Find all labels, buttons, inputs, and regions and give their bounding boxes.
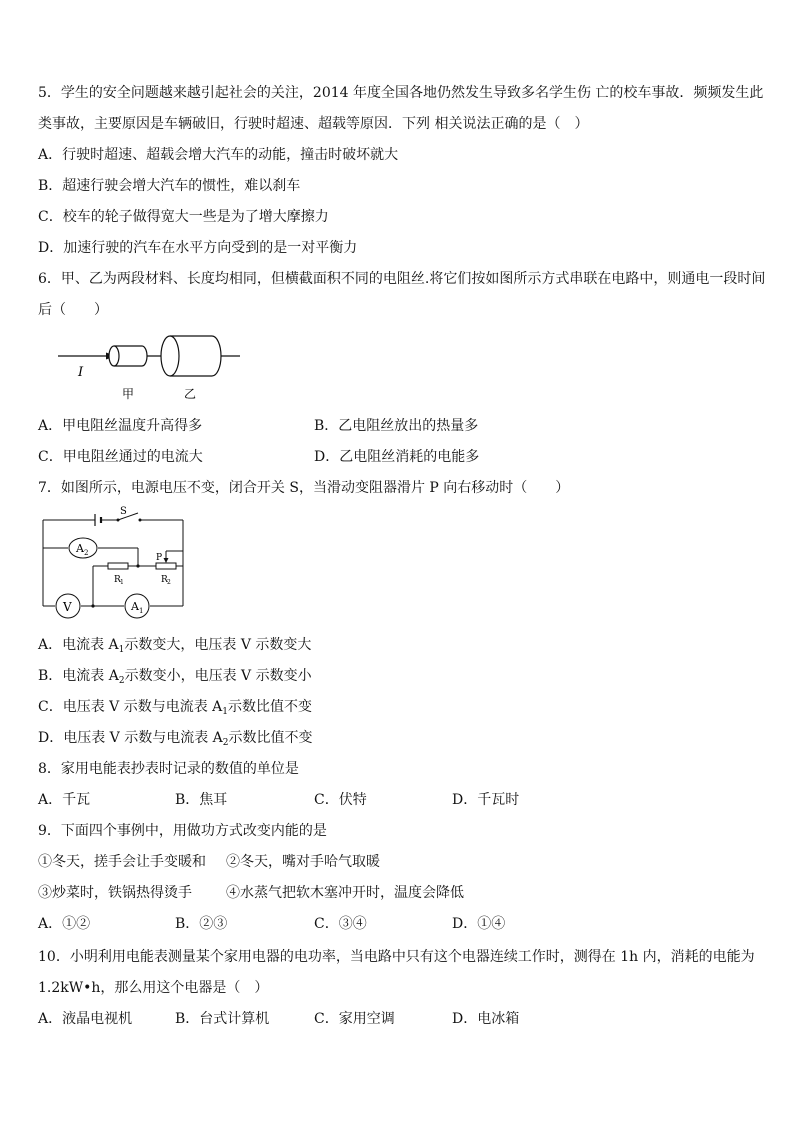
q9-item-1: ①冬天，搓手会让手变暖和 <box>38 854 206 870</box>
q10-option-c: C．家用空调 <box>314 1011 395 1027</box>
ammeter-a2-label: A <box>76 542 84 555</box>
resistance-wire-figure <box>50 330 250 402</box>
q9-option-b: B．②③ <box>175 916 228 932</box>
q10-stem-line2: 1.2kW•h，那么用这个电器是（ ） <box>38 980 269 996</box>
q8-option-d: D．千瓦时 <box>452 792 520 808</box>
q9-item-3: ③炒菜时，铁锅热得烫手 <box>38 885 192 901</box>
q10-stem-line1: 10．小明利用电能表测量某个家用电器的电功率，当电路中只有这个电器连续工作时，测得在 1h 内，消耗的电能为 <box>38 949 755 965</box>
switch-label: S <box>120 506 127 517</box>
q8-stem: 8．家用电能表抄表时记录的数值的单位是 <box>38 761 299 777</box>
q9-option-a: A．①② <box>38 916 91 932</box>
q9-option-d: D．①④ <box>452 916 506 932</box>
q5-option-a: A．行驶时超速、超载会增大汽车的动能，撞击时破坏就大 <box>38 147 399 163</box>
label-yi: 乙 <box>184 387 197 401</box>
q7-stem: 7．如图所示，电源电压不变，闭合开关 S，当滑动变阻器滑片 P 向右移动时（ ） <box>38 480 570 496</box>
q5-option-d: D．加速行驶的汽车在水平方向受到的是一对平衡力 <box>38 240 358 256</box>
q6-option-a: A．甲电阻丝温度升高得多 <box>38 418 203 434</box>
q10-option-d: D．电冰箱 <box>452 1011 520 1027</box>
q5-option-c: C．校车的轮子做得宽大一些是为了增大摩擦力 <box>38 209 329 225</box>
voltmeter-label: V <box>63 600 72 614</box>
q6-option-d: D．乙电阻丝消耗的电能多 <box>314 449 480 465</box>
ammeter-a1-label: A <box>131 600 139 613</box>
q7-option-a: A．电流表 $A_1$示数变大，电压表 V 示数变大 <box>38 637 312 655</box>
q6-option-b: B．乙电阻丝放出的热量多 <box>314 418 479 434</box>
q9-option-c: C．③④ <box>314 916 367 932</box>
q7-option-b: B．电流表 $A_2$示数变小，电压表 V 示数变小 <box>38 668 312 686</box>
q8-option-a: A．千瓦 <box>38 792 91 808</box>
r2-label: R <box>161 575 168 585</box>
q10-option-a: A．液晶电视机 <box>38 1011 133 1027</box>
q7-option-d: D．电压表 V 示数与电流表 $A_2$示数比值不变 <box>38 730 313 748</box>
r2-sub: 2 <box>167 579 171 586</box>
slider-label: P <box>156 553 163 563</box>
q6-option-c: C．甲电阻丝通过的电流大 <box>38 449 203 465</box>
q9-item-4: ④水蒸气把软木塞冲开时，温度会降低 <box>226 885 464 901</box>
q5-option-b: B．超速行驶会增大汽车的惯性，难以刹车 <box>38 178 301 194</box>
q6-stem-line1: 6．甲、乙为两段材料、长度均相同，但横截面积不同的电阻丝.将它们按如图所示方式串联在电路中，则通电一段时间 <box>38 271 766 287</box>
q9-item-2: ②冬天，嘴对手哈气取暖 <box>226 854 380 870</box>
q8-option-c: C．伏特 <box>314 792 367 808</box>
q7-option-c: C．电压表 V 示数与电流表 $A_1$示数比值不变 <box>38 699 313 717</box>
ammeter-a2-sub: 2 <box>84 549 89 557</box>
resistor-r1 <box>108 563 128 569</box>
current-label: I <box>78 365 84 380</box>
slider-arrow-icon <box>164 558 169 563</box>
ammeter-a1-sub: 1 <box>139 607 144 615</box>
q10-option-b: B．台式计算机 <box>175 1011 270 1027</box>
q9-stem: 9．下面四个事例中，用做功方式改变内能的是 <box>38 823 327 839</box>
q8-option-b: B．焦耳 <box>175 792 228 808</box>
r1-sub: 1 <box>120 579 124 586</box>
rheostat-r2 <box>156 563 176 569</box>
circuit-diagram <box>38 506 188 620</box>
r1-label: R <box>114 575 121 585</box>
label-jia: 甲 <box>122 387 135 401</box>
q5-stem-line1: 5．学生的安全问题越来越引起社会的关注，2014 年度全国各地仍然发生导致多名学生伤 亡的校车事故．频频发生此 <box>38 85 764 101</box>
q5-stem-line2: 类事故，主要原因是车辆破旧，行驶时超速、超载等原因．下列 相关说法正确的是（ ） <box>38 116 589 132</box>
q6-stem-line2: 后（ ） <box>38 302 108 318</box>
